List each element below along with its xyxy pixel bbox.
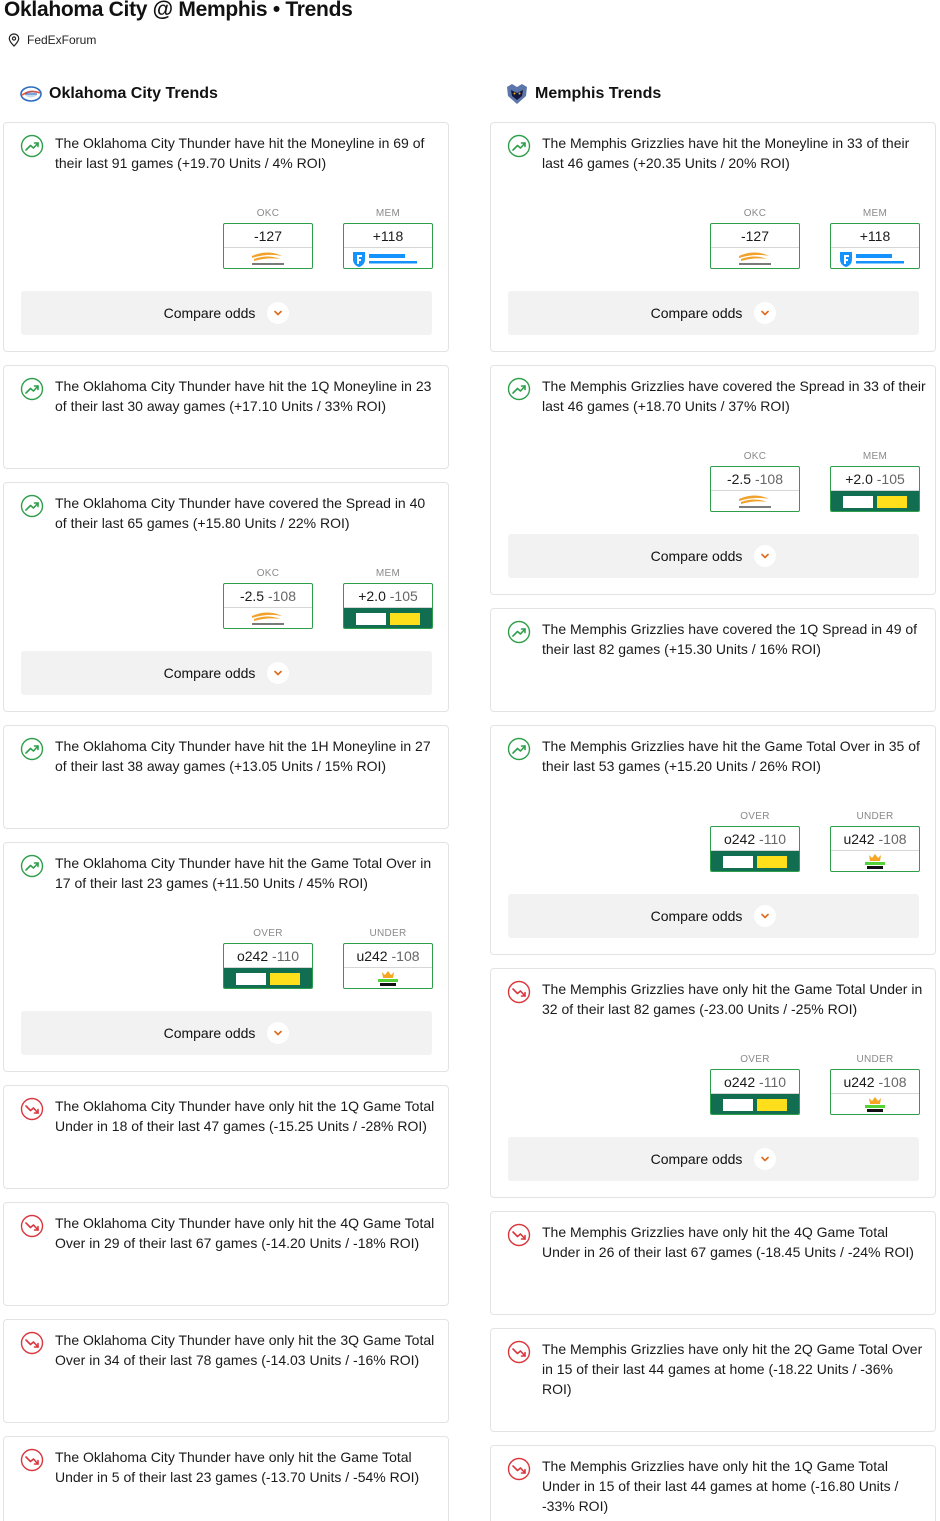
- chevron-down-icon: [754, 545, 776, 567]
- trend-description: The Memphis Grizzlies have hit the Game Total Over in 35 of their last 53 games (+15.20 Units / 26% ROI): [542, 738, 920, 774]
- odds-line: o242: [236, 948, 269, 964]
- trend-description: The Oklahoma City Thunder have covered the Spread in 40 of their last 65 games (+15.80 Units / 22% ROI): [55, 495, 426, 531]
- odds-button[interactable]: [343, 223, 433, 269]
- venue-name: FedExForum: [27, 33, 97, 47]
- odds-label: OVER: [740, 811, 770, 822]
- odds-value: [831, 1070, 919, 1094]
- compare-odds-label: Compare odds: [163, 1025, 256, 1041]
- trend-up-icon: [20, 494, 44, 518]
- sportsbook-badge: [831, 491, 919, 512]
- draftkings-logo: [855, 1096, 895, 1114]
- fanduel-logo: [838, 250, 912, 268]
- sportsbook-badge: [344, 608, 432, 629]
- odds-label: OKC: [743, 208, 767, 219]
- compare-odds-button[interactable]: [21, 651, 432, 695]
- compare-odds-button[interactable]: [21, 291, 432, 335]
- chevron-down-icon: [267, 302, 289, 324]
- odds-button[interactable]: [223, 223, 313, 269]
- venue: [8, 33, 96, 47]
- trend-up-icon: [20, 134, 44, 158]
- odds-button[interactable]: [830, 1069, 920, 1115]
- odds-button[interactable]: [830, 826, 920, 872]
- odds-button[interactable]: [710, 466, 800, 512]
- trend-description: The Oklahoma City Thunder have only hit the 3Q Game Total Over in 34 of their last 78 games (-14.03 Units / -16% ROI): [55, 1332, 435, 1368]
- trend-up-icon: [507, 377, 531, 401]
- trend-card: [490, 365, 936, 595]
- trend-up-icon: [507, 620, 531, 644]
- trend-up-icon: [20, 737, 44, 761]
- odds-line: -127: [740, 228, 770, 244]
- trend-down-icon: [20, 1448, 44, 1472]
- odds-label: OKC: [256, 568, 280, 579]
- trend-down-icon: [507, 1223, 531, 1247]
- odds-value: [711, 1070, 799, 1094]
- sportsbook-badge: [831, 248, 919, 269]
- odds-button[interactable]: [710, 826, 800, 872]
- trend-card: [3, 1319, 449, 1423]
- compare-odds-label: Compare odds: [163, 305, 256, 321]
- odds-label: OVER: [740, 1054, 770, 1065]
- trend-card: [3, 482, 449, 712]
- odds-value: [224, 944, 312, 968]
- trend-description: The Oklahoma City Thunder have only hit the 4Q Game Total Over in 29 of their last 67 games (-14.20 Units / -18% ROI): [55, 1215, 435, 1251]
- trend-description: The Memphis Grizzlies have covered the 1Q Spread in 49 of their last 82 games (+15.30 Units / 16% ROI): [542, 621, 918, 657]
- odds-value: [831, 827, 919, 851]
- trend-description: The Oklahoma City Thunder have hit the 1Q Moneyline in 23 of their last 30 away games (+17.10 Units / 33% ROI): [55, 378, 432, 414]
- odds-button[interactable]: [830, 466, 920, 512]
- odds-line: -127: [253, 228, 283, 244]
- odds-button[interactable]: [223, 583, 313, 629]
- sportsbook-badge: [831, 1094, 919, 1115]
- trend-down-icon: [20, 1331, 44, 1355]
- trend-card: [490, 725, 936, 955]
- sportsbook-badge: [224, 248, 312, 269]
- odds-line: o242: [723, 1074, 756, 1090]
- trend-up-icon: [507, 737, 531, 761]
- odds-line: u242: [356, 948, 388, 964]
- thunder-logo: [19, 82, 43, 106]
- odds-label: OKC: [256, 208, 280, 219]
- trend-description: The Oklahoma City Thunder have only hit the Game Total Under in 5 of their last 23 games (-13.70 Units / -54% ROI): [55, 1449, 420, 1485]
- odds-line: u242: [843, 1074, 875, 1090]
- odds-label: MEM: [862, 208, 888, 219]
- sportsbook-badge: [344, 968, 432, 989]
- chevron-down-icon: [267, 1022, 289, 1044]
- trend-description: The Memphis Grizzlies have only hit the 4Q Game Total Under in 26 of their last 67 games (-18.45 Units / -24% ROI): [542, 1224, 914, 1260]
- fanduel-logo: [351, 250, 425, 268]
- betrivers-logo: [725, 493, 785, 511]
- odds-label: OVER: [253, 928, 283, 939]
- odds-price: -110: [759, 1074, 787, 1090]
- trend-card: [490, 968, 936, 1198]
- odds-price: -108: [391, 948, 420, 964]
- odds-button[interactable]: [830, 223, 920, 269]
- compare-odds-button[interactable]: [508, 534, 919, 578]
- odds-value: [831, 224, 919, 248]
- odds-button[interactable]: [343, 583, 433, 629]
- betrivers-logo: [238, 250, 298, 268]
- odds-label: MEM: [375, 208, 401, 219]
- odds-line: +2.0: [845, 471, 873, 487]
- sportsbook-badge: [711, 1094, 799, 1115]
- trend-down-icon: [507, 980, 531, 1004]
- trend-down-icon: [20, 1097, 44, 1121]
- trend-description: The Memphis Grizzlies have only hit the Game Total Under in 32 of their last 82 games (-23.00 Units / -25% ROI): [542, 981, 923, 1017]
- trend-card: [3, 725, 449, 829]
- odds-line: -2.5: [726, 471, 752, 487]
- odds-price: -110: [759, 831, 787, 847]
- trend-card: [490, 608, 936, 712]
- compare-odds-label: Compare odds: [650, 1151, 743, 1167]
- column-header-label: Memphis Trends: [535, 85, 662, 102]
- odds-line: -2.5: [239, 588, 265, 604]
- odds-price: -108: [878, 831, 907, 847]
- trend-description: The Oklahoma City Thunder have hit the Game Total Over in 17 of their last 23 games (+11.50 Units / 45% ROI): [55, 855, 432, 891]
- trend-card: [3, 365, 449, 469]
- bet365-logo: [711, 851, 799, 872]
- trend-card: [490, 1328, 936, 1432]
- bet365-logo: [831, 491, 919, 512]
- sportsbook-badge: [344, 248, 432, 269]
- page-title: Oklahoma City @ Memphis • Trends: [4, 0, 353, 21]
- compare-odds-label: Compare odds: [650, 908, 743, 924]
- odds-label: MEM: [862, 451, 888, 462]
- trend-card: [3, 1436, 449, 1521]
- trend-up-icon: [20, 854, 44, 878]
- trend-description: The Memphis Grizzlies have only hit the 1Q Game Total Under in 15 of their last 44 games at home (-16.80 Units / -33% ROI): [542, 1458, 899, 1514]
- odds-value: [224, 224, 312, 248]
- odds-price: -105: [876, 471, 905, 487]
- odds-button[interactable]: [710, 1069, 800, 1115]
- trend-down-icon: [507, 1340, 531, 1364]
- odds-button[interactable]: [223, 943, 313, 989]
- trend-description: The Oklahoma City Thunder have hit the 1H Moneyline in 27 of their last 38 away games (+13.05 Units / 15% ROI): [55, 738, 431, 774]
- compare-odds-button[interactable]: [508, 1137, 919, 1181]
- trend-card: [490, 1211, 936, 1315]
- trend-down-icon: [20, 1214, 44, 1238]
- trend-card: [3, 842, 449, 1072]
- odds-price: -105: [389, 588, 418, 604]
- sportsbook-badge: [711, 491, 799, 512]
- trend-description: The Oklahoma City Thunder have hit the Moneyline in 69 of their last 91 games (+19.70 Units / 4% ROI): [55, 135, 425, 171]
- trend-description: The Oklahoma City Thunder have only hit the 1Q Game Total Under in 18 of their last 47 games (-15.25 Units / -28% ROI): [55, 1098, 435, 1134]
- draftkings-logo: [368, 970, 408, 988]
- trend-description: The Memphis Grizzlies have only hit the 2Q Game Total Over in 15 of their last 44 games at home (-18.22 Units / -36% ROI): [542, 1341, 923, 1397]
- odds-label: UNDER: [856, 1054, 894, 1065]
- trend-card: [3, 1085, 449, 1189]
- odds-value: [344, 224, 432, 248]
- trend-description: The Memphis Grizzlies have hit the Moneyline in 33 of their last 46 games (+20.35 Units / 20% ROI): [542, 135, 910, 171]
- trend-card: [490, 122, 936, 352]
- sportsbook-badge: [711, 248, 799, 269]
- bet365-logo: [711, 1094, 799, 1115]
- trend-up-icon: [20, 377, 44, 401]
- trend-description: The Memphis Grizzlies have covered the Spread in 33 of their last 46 games (+18.70 Units / 37% ROI): [542, 378, 926, 414]
- trend-up-icon: [507, 134, 531, 158]
- trend-card: [3, 1202, 449, 1306]
- odds-price: -108: [754, 471, 784, 487]
- odds-value: [344, 584, 432, 608]
- odds-value: [711, 827, 799, 851]
- trend-card: [490, 1445, 936, 1521]
- odds-price: -110: [272, 948, 300, 964]
- column-header-label: Oklahoma City Trends: [49, 85, 218, 102]
- location-pin-icon: [8, 33, 20, 47]
- chevron-down-icon: [754, 1148, 776, 1170]
- odds-label: MEM: [375, 568, 401, 579]
- odds-price: -108: [267, 588, 297, 604]
- sportsbook-badge: [711, 851, 799, 872]
- odds-value: [831, 467, 919, 491]
- odds-line: +2.0: [358, 588, 386, 604]
- chevron-down-icon: [754, 302, 776, 324]
- column-header: [19, 82, 218, 106]
- odds-value: [344, 944, 432, 968]
- sportsbook-badge: [224, 608, 312, 629]
- sportsbook-badge: [224, 968, 312, 989]
- odds-button[interactable]: [343, 943, 433, 989]
- compare-odds-button[interactable]: [21, 1011, 432, 1055]
- compare-odds-label: Compare odds: [163, 665, 256, 681]
- odds-line: +118: [372, 228, 404, 244]
- column-header: [505, 82, 661, 106]
- chevron-down-icon: [754, 905, 776, 927]
- odds-value: [711, 467, 799, 491]
- odds-label: OKC: [743, 451, 767, 462]
- odds-value: [711, 224, 799, 248]
- compare-odds-button[interactable]: [508, 291, 919, 335]
- betrivers-logo: [725, 250, 785, 268]
- compare-odds-label: Compare odds: [650, 305, 743, 321]
- odds-line: u242: [843, 831, 875, 847]
- bet365-logo: [224, 968, 312, 989]
- chevron-down-icon: [267, 662, 289, 684]
- odds-button[interactable]: [710, 223, 800, 269]
- trend-down-icon: [507, 1457, 531, 1481]
- odds-line: o242: [723, 831, 756, 847]
- odds-price: -108: [878, 1074, 907, 1090]
- trend-card: [3, 122, 449, 352]
- bet365-logo: [344, 608, 432, 629]
- betrivers-logo: [238, 610, 298, 628]
- draftkings-logo: [855, 853, 895, 871]
- odds-line: +118: [859, 228, 891, 244]
- grizzlies-logo: [505, 82, 529, 106]
- compare-odds-label: Compare odds: [650, 548, 743, 564]
- sportsbook-badge: [831, 851, 919, 872]
- compare-odds-button[interactable]: [508, 894, 919, 938]
- odds-label: UNDER: [369, 928, 407, 939]
- odds-label: UNDER: [856, 811, 894, 822]
- odds-value: [224, 584, 312, 608]
